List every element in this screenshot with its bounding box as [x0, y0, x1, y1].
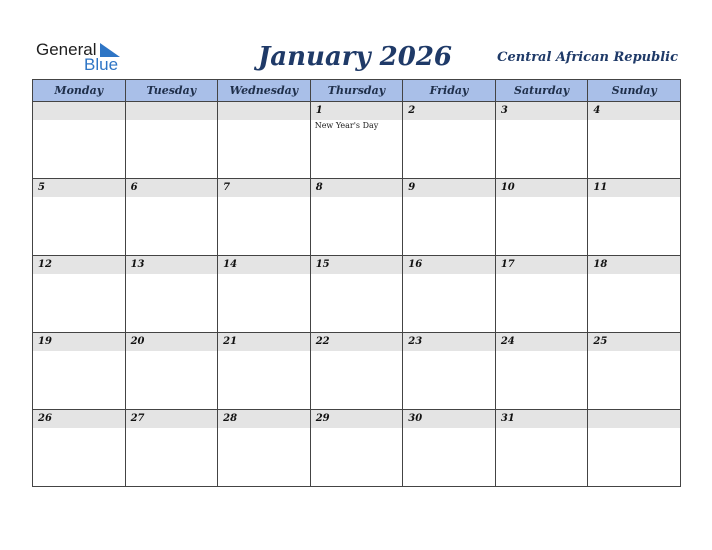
day-number: 5: [38, 182, 45, 193]
day-number-bar: [126, 179, 218, 197]
day-cell: [403, 256, 496, 333]
day-number: 2: [408, 105, 416, 116]
day-number-bar: [33, 179, 125, 197]
day-number: 14: [223, 259, 238, 270]
day-number: 8: [315, 182, 323, 193]
day-cell: [495, 256, 588, 333]
day-number-bar: [33, 410, 125, 428]
day-number-bar: [218, 256, 310, 274]
day-number-bar: [403, 333, 495, 351]
day-number-bar: [403, 179, 495, 197]
weekday-header: Sunday: [588, 80, 681, 102]
generalblue-logo: [36, 40, 132, 74]
calendar-title: January 2026: [257, 42, 453, 72]
day-number-bar: [33, 256, 125, 274]
day-number: 7: [223, 182, 231, 193]
day-number: 21: [223, 336, 238, 347]
day-cell: [310, 410, 403, 487]
day-number-bar: [496, 102, 588, 120]
day-cell: [403, 179, 496, 256]
holiday-label: New Year's Day: [314, 121, 379, 130]
day-number: 6: [130, 182, 138, 193]
calendar-grid: [32, 79, 681, 487]
week-row: [33, 179, 681, 256]
week-row: [33, 333, 681, 410]
day-number: 11: [593, 182, 608, 193]
day-number-bar: [588, 333, 680, 351]
day-number-bar: [218, 102, 310, 120]
day-cell: [33, 256, 126, 333]
day-cell: [33, 410, 126, 487]
day-number: 27: [130, 413, 145, 424]
day-cell: [403, 102, 496, 179]
day-number-bar: [126, 410, 218, 428]
day-number: 19: [38, 336, 52, 347]
day-number: 18: [593, 259, 608, 270]
day-number: 1: [315, 105, 323, 116]
day-cell: [125, 102, 218, 179]
logo-blue-text: Blue: [84, 55, 119, 74]
day-cell: [218, 102, 311, 179]
day-cell: [310, 102, 403, 179]
weekday-header: Friday: [403, 80, 496, 102]
day-number-bar: [126, 333, 218, 351]
day-number: 29: [315, 413, 330, 424]
day-cell: [588, 102, 681, 179]
day-number: 13: [130, 259, 145, 270]
country-name: Central African Republic: [497, 50, 678, 65]
day-number-bar: [218, 410, 310, 428]
weekday-header: Wednesday: [218, 80, 311, 102]
day-number: 31: [500, 413, 515, 424]
weekday-header: Tuesday: [125, 80, 218, 102]
day-number-bar: [311, 410, 403, 428]
day-cell: [33, 333, 126, 410]
day-cell: [125, 410, 218, 487]
day-number-bar: [496, 410, 588, 428]
day-cell: [218, 333, 311, 410]
day-number-bar: [311, 179, 403, 197]
day-cell: [125, 256, 218, 333]
day-number-bar: [218, 179, 310, 197]
day-cell: [310, 333, 403, 410]
day-number-bar: [403, 410, 495, 428]
day-cell: [495, 102, 588, 179]
day-cell: [125, 333, 218, 410]
day-cell: [495, 410, 588, 487]
day-cell: [218, 256, 311, 333]
weekday-header: Saturday: [495, 80, 588, 102]
day-cell: [33, 179, 126, 256]
day-number-bar: [588, 179, 680, 197]
day-cell: [310, 179, 403, 256]
day-cell: [588, 256, 681, 333]
day-number: 16: [408, 259, 423, 270]
day-cell: [33, 102, 126, 179]
day-cell: [588, 179, 681, 256]
day-number-bar: [126, 102, 218, 120]
day-number-bar: [311, 102, 403, 120]
day-number: 23: [408, 336, 423, 347]
day-number-bar: [403, 102, 495, 120]
day-number-bar: [496, 256, 588, 274]
day-number-bar: [496, 333, 588, 351]
logo-general-text: General: [36, 40, 97, 59]
day-number-bar: [126, 256, 218, 274]
day-cell: [403, 333, 496, 410]
day-cell: [588, 333, 681, 410]
day-number: 25: [593, 336, 608, 347]
day-number-bar: [403, 256, 495, 274]
weekday-header: Monday: [33, 80, 126, 102]
day-cell: [495, 333, 588, 410]
day-number: 15: [315, 259, 330, 270]
week-row: [33, 256, 681, 333]
day-number-bar: [588, 256, 680, 274]
day-cell: [218, 179, 311, 256]
day-cell: [403, 410, 496, 487]
day-number-bar: [33, 102, 125, 120]
day-number: 30: [408, 413, 423, 424]
day-number: 12: [38, 259, 52, 270]
day-number-bar: [311, 333, 403, 351]
day-number-bar: [33, 333, 125, 351]
day-cell: [218, 410, 311, 487]
day-number: 28: [223, 413, 238, 424]
day-number-bar: [311, 256, 403, 274]
day-number-bar: [218, 333, 310, 351]
day-number-bar: [588, 102, 680, 120]
week-row: [33, 410, 681, 487]
day-number: 24: [500, 336, 515, 347]
day-number: 4: [593, 105, 601, 116]
weekday-header: Thursday: [310, 80, 403, 102]
day-cell: [310, 256, 403, 333]
day-cell: [495, 179, 588, 256]
day-number: 10: [500, 182, 515, 193]
day-number: 9: [408, 182, 416, 193]
day-number: 20: [130, 336, 145, 347]
day-cell: [125, 179, 218, 256]
day-number: 22: [315, 336, 330, 347]
day-number: 26: [38, 413, 52, 424]
day-number-bar: [496, 179, 588, 197]
day-number: 3: [500, 105, 508, 116]
weekday-header-row: [33, 80, 681, 102]
day-cell: [588, 410, 681, 487]
day-number: 17: [500, 259, 515, 270]
week-row: [33, 102, 681, 179]
day-number-bar: [588, 410, 680, 428]
